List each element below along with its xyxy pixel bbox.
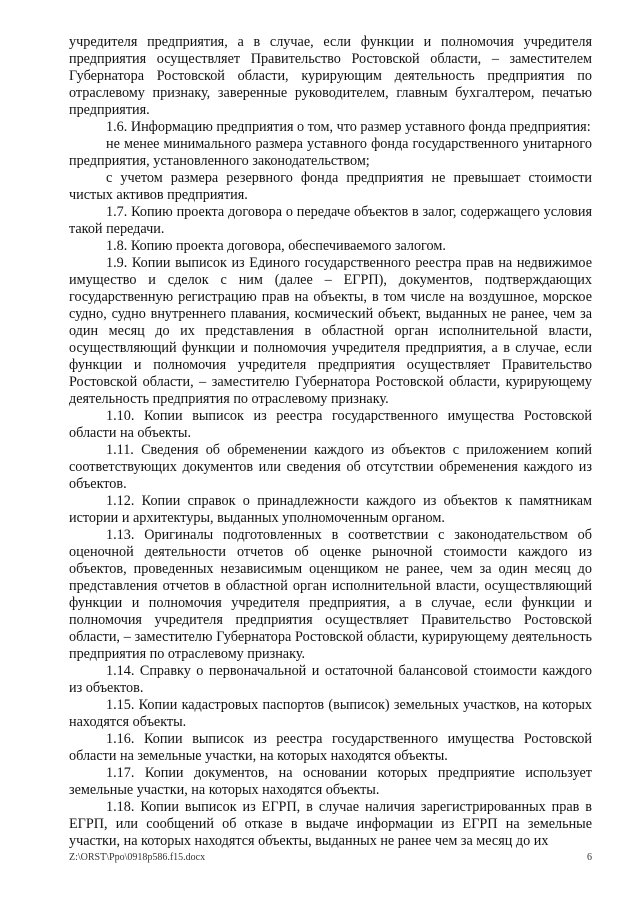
- paragraph: 1.16. Копии выписок из реестра государственного имущества Ростовской области на земельные участки, на которых находятся объекты.: [69, 731, 592, 764]
- paragraph: 1.8. Копию проекта договора, обеспечиваемого залогом.: [106, 238, 446, 254]
- paragraph: 1.7. Копию проекта договора о передаче объектов в залог, содержащего условия такой передачи.: [69, 204, 592, 237]
- paragraph: 1.14. Справку о первоначальной и остаточной балансовой стоимости каждого из объектов.: [69, 663, 592, 696]
- page-number: 6: [587, 852, 592, 863]
- paragraph: 1.12. Копии справок о принадлежности каждого из объектов к памятникам истории и архитектуры, выданных уполномоченным органом.: [69, 493, 592, 526]
- paragraph: 1.6. Информацию предприятия о том, что размер уставного фонда предприятия:: [106, 119, 591, 135]
- paragraph: 1.13. Оригиналы подготовленных в соответствии с законодательством об оценочной деятельности отчетов об оценке рыночной стоимости каждого из объектов, проведенных независимым оценщиком не ранее, чем за один месяц до представления отчетов в областной орган исполнительной власти, осуществляющий функции и полномочия учредителя предприятия, а в случае, если функции и полномочия учредителя предприятия осуществляет Правительство Ростовской области, – заместителю Губернатора Ростовской области, курирующему деятельность предприятия по отраслевому признаку.: [69, 527, 592, 662]
- page-footer: [69, 851, 592, 865]
- paragraph: учредителя предприятия, а в случае, если функции и полномочия учредителя предприятия осуществляет Правительство Ростовской области, – заместителем Губернатора Ростовской области, курирующим деятельность предприятия по отраслевому признаку, заверенные руководителем, главным бухгалтером, печатью предприятия.: [69, 34, 592, 118]
- paragraph: 1.15. Копии кадастровых паспортов (выписок) земельных участков, на которых находятся объекты.: [69, 697, 592, 730]
- paragraph: не менее минимального размера уставного фонда государственного унитарного предприятия, установленного законодательством;: [69, 136, 592, 169]
- paragraph: 1.18. Копии выписок из ЕГРП, в случае наличия зарегистрированных прав в ЕГРП, или сообщений об отказе в выдаче информации из ЕГРП на земельные участки, на которых находятся объекты, выданных не ранее чем за месяц до их: [69, 799, 592, 849]
- paragraph: 1.9. Копии выписок из Единого государственного реестра прав на недвижимое имущество и сделок с ним (далее – ЕГРП), документов, подтверждающих государственную регистрацию прав на объекты, в том числе на воздушное, морское судно, судно внутреннего плавания, космический объект, выданных не ранее, чем за один месяц до их представления в областной орган исполнительной власти, осуществляющий функции и полномочия учредителя предприятия, а в случае, если функции и полномочия учредителя предприятия осуществляет Правительство Ростовской области, – заместителю Губернатора Ростовской области, курирующему деятельность предприятия по отраслевому признаку.: [69, 255, 592, 407]
- paragraph: 1.17. Копии документов, на основании которых предприятие использует земельные участки, на которых находятся объекты.: [69, 765, 592, 798]
- document-body: [69, 34, 592, 850]
- paragraph: с учетом размера резервного фонда предприятия не превышает стоимости чистых активов предприятия.: [69, 170, 592, 203]
- file-path: Z:\ORST\Ppo\0918p586.f15.docx: [69, 852, 206, 863]
- paragraph: 1.10. Копии выписок из реестра государственного имущества Ростовской области на объекты.: [69, 408, 592, 441]
- paragraph: 1.11. Сведения об обременении каждого из объектов с приложением копий соответствующих документов или сведения об отсутствии обременения каждого из объектов.: [69, 442, 592, 492]
